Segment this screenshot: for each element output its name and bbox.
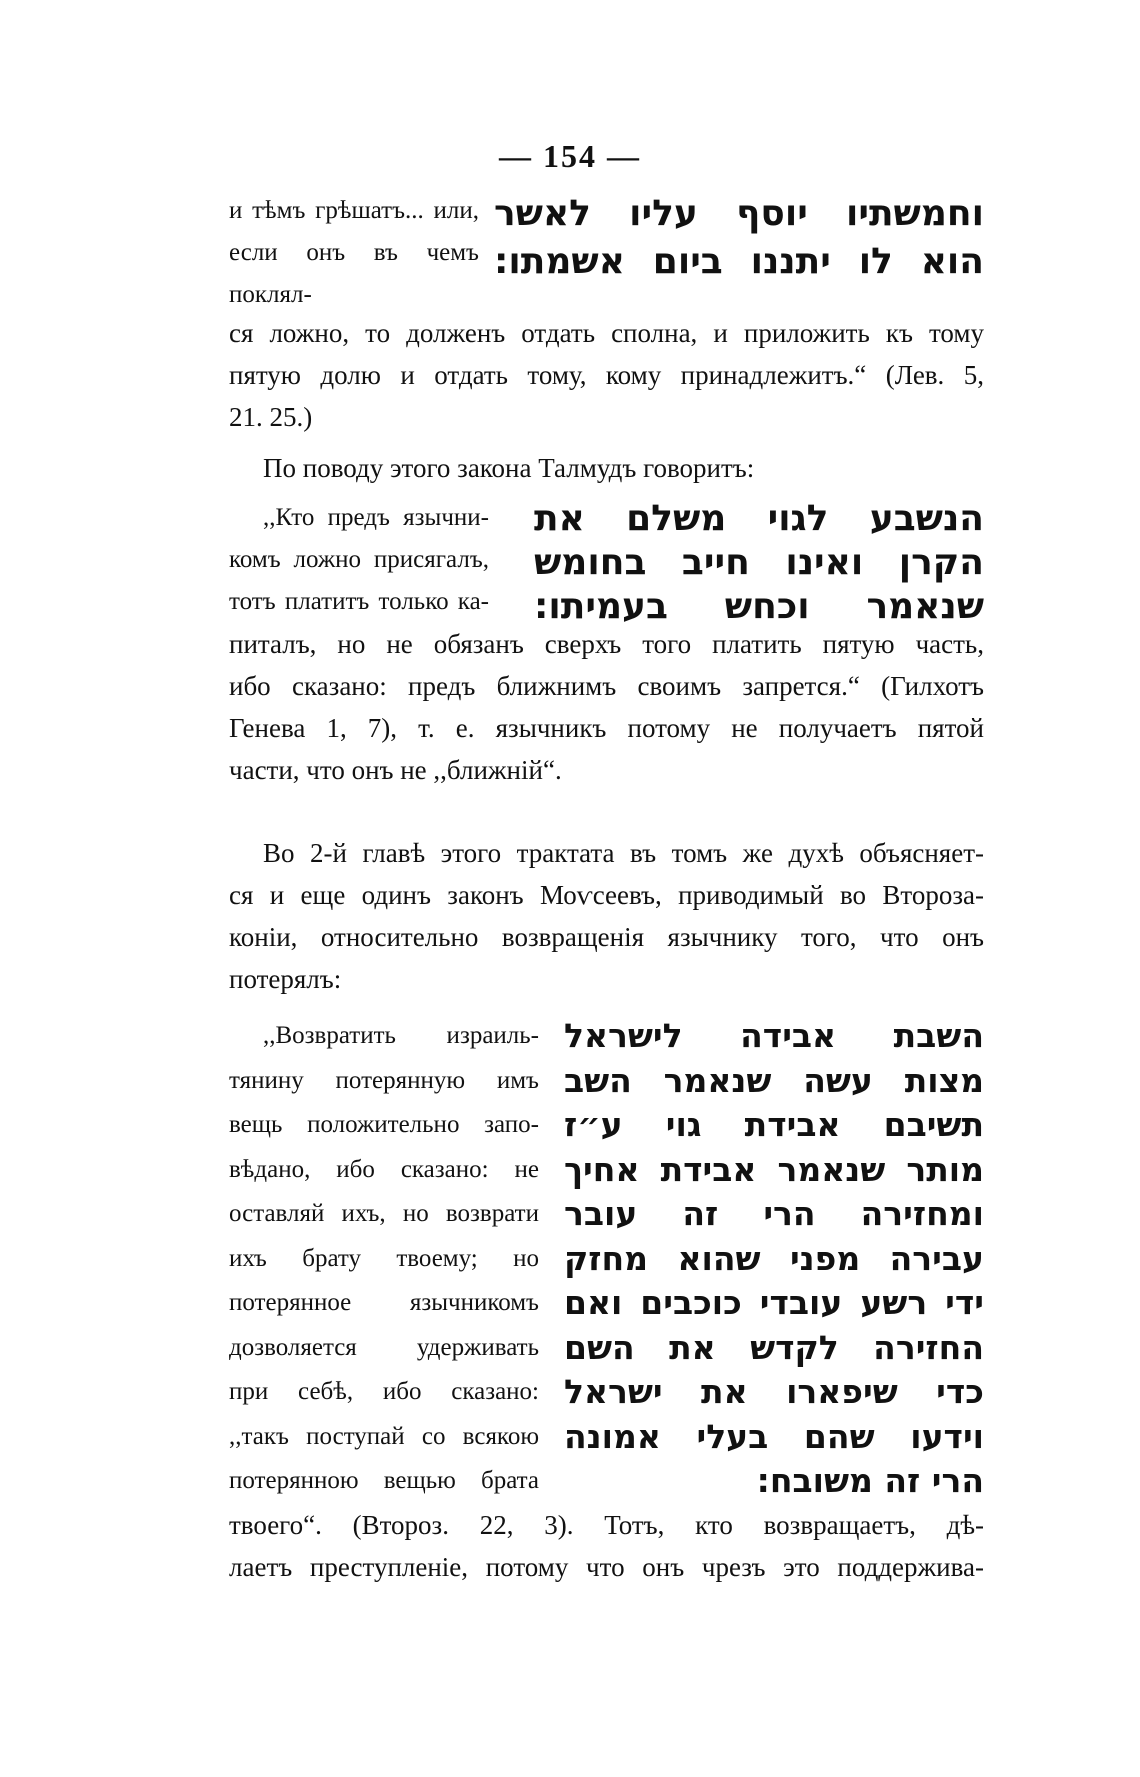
russian-line: вещь положительно запо-: [229, 1111, 539, 1138]
hebrew-column-1: [494, 190, 984, 286]
section-4: [229, 1014, 984, 1588]
text-line: 21. 25.): [229, 402, 313, 432]
section-3: [229, 832, 984, 1000]
continuation-4: [229, 1504, 984, 1588]
hebrew-column-4: [564, 1014, 984, 1504]
russian-line: при себѣ, ибо сказано:: [229, 1378, 539, 1405]
text-line: питалъ, но не обязанъ сверхъ того платить пятую часть,: [229, 629, 984, 659]
bilingual-row-4: [229, 1014, 984, 1504]
russian-line: если онъ въ чемъ поклял-: [229, 239, 479, 308]
text-line: твоего“. (Второз. 22, 3). Тотъ, кто возвращаетъ, дѣ-: [229, 1509, 984, 1540]
page-number: — 154 —: [499, 138, 641, 174]
section-2: [229, 447, 984, 791]
bilingual-row-1: [229, 190, 984, 316]
hebrew-line: החזירה לקדש את השם: [564, 1327, 984, 1367]
continuation-2: [229, 623, 984, 791]
hebrew-line: תשיבם אבידת גוי ע״ז: [564, 1105, 984, 1144]
russian-column-1: [229, 190, 479, 316]
hebrew-line: הוא לו יתננו ביום אשמתו:: [494, 241, 984, 282]
russian-column-2: [229, 497, 489, 623]
hebrew-line: וחמשתיו יוסף עליו לאשר: [494, 193, 984, 234]
russian-line: ихъ брату твоему; но: [229, 1244, 539, 1272]
russian-line: ,,Возвратить израиль-: [263, 1022, 539, 1049]
text-line: потерялъ:: [229, 964, 342, 994]
hebrew-line: הנשבע לגוי משלם את: [534, 498, 984, 539]
hebrew-line: וידעו שהם בעלי אמונה: [564, 1416, 984, 1456]
hebrew-line: שנאמר וכחש בעמיתו:: [534, 586, 984, 627]
hebrew-line: ומחזירה הרי זה עובר: [564, 1194, 984, 1233]
section-1: [229, 190, 984, 438]
russian-line: тотъ платитъ только ка-: [229, 588, 489, 615]
text-line: пятую долю и отдать тому, кому принадлежитъ.“ (Лев. 5,: [229, 360, 984, 390]
hebrew-line: מצות עשה שנאמר השב: [564, 1060, 984, 1100]
text-line: ибо сказано: предъ ближнимъ своимъ запрется.“ (Гилхотъ: [229, 671, 984, 701]
russian-line: дозволяется удерживать: [229, 1333, 539, 1361]
text-line: ся ложно, то долженъ отдать сполна, и приложить къ тому: [229, 318, 984, 348]
hebrew-line: השבת אבידה לישראל: [564, 1016, 984, 1055]
russian-line: потерянное язычникомъ: [229, 1289, 539, 1316]
russian-line: тянину потерянную имъ: [229, 1066, 539, 1094]
russian-line: и тѣмъ грѣшатъ... или,: [229, 197, 479, 224]
russian-line: потерянною вещью брата: [229, 1467, 539, 1494]
text-line: Генева 1, 7), т. е. язычникъ потому не получаетъ пятой: [229, 713, 984, 743]
hebrew-line: מותר שנאמר אבידת אחיך: [564, 1149, 984, 1189]
text-line: коніи, относительно возвращенія язычнику того, что онъ: [229, 922, 984, 952]
hebrew-line: כדי שיפארו את ישראל: [564, 1372, 984, 1411]
russian-column-4: [229, 1014, 539, 1504]
russian-line: оставляй ихъ, но возврати: [229, 1200, 539, 1227]
hebrew-line: הקרן ואינו חייב בחומש: [534, 542, 984, 583]
text-line: ся и еще одинъ законъ Моѵсеевъ, приводимый во Второза-: [229, 880, 984, 910]
russian-line: ,,Кто предъ язычни-: [263, 504, 489, 531]
hebrew-line: עבירה מפני שהוא מחזק: [564, 1238, 984, 1278]
russian-line: вѣдано, ибо сказано: не: [229, 1155, 539, 1183]
text-line: Во 2-й главѣ этого трактата въ томъ же духѣ объясняет-: [263, 838, 984, 868]
russian-line: комъ ложно присягалъ,: [229, 546, 489, 573]
text-line: части, что онъ не ,,ближній“.: [229, 755, 562, 785]
hebrew-column-2: [534, 497, 984, 629]
text-line: лаетъ преступленіе, потому что онъ чрезъ это поддержива-: [229, 1551, 984, 1582]
hebrew-line: ידי רשע עובדי כוכבים ואם: [564, 1283, 984, 1322]
bilingual-row-2: [229, 497, 984, 629]
hebrew-line: הרי זה משובח:: [756, 1461, 984, 1500]
section-intro: По поводу этого закона Талмудъ говоритъ:: [263, 453, 755, 483]
continuation-1: [229, 312, 984, 438]
russian-line: ,,такъ поступай со всякою: [229, 1422, 539, 1450]
